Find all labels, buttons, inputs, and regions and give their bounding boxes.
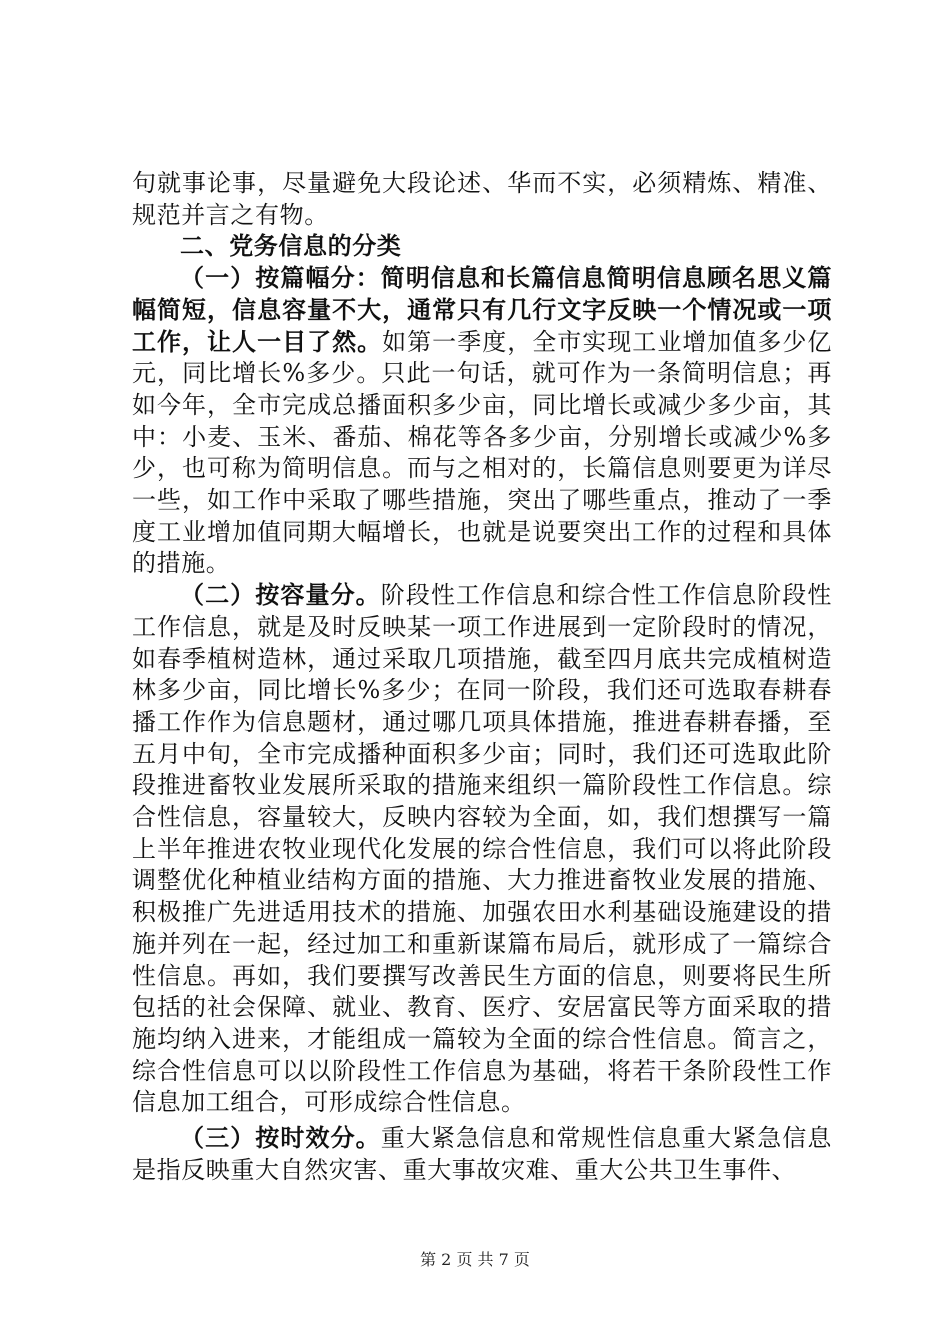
section-heading-classification [132,231,832,263]
paragraph-text: 重大紧急信息和常规性信息重大紧急信息是指反映重大自然灾害、重大事故灾难、重大公共卫生事件、 [132,1124,832,1184]
section-heading-text: 二、党务信息的分类 [180,232,402,261]
paragraph-text: 阶段性工作信息和综合性工作信息阶段性工作信息，就是及时反映某一项工作进展到一定阶段时的情况，如春季植树造林，通过采取几项措施，截至四月底共完成植树造林多少亩，同比增长%多少；在同一阶段，我们还可选取春耕春播工作作为信息题材，通过哪几项具体措施，推进春耕春播，至五月中旬，全市完成播种面积多少亩；同时，我们还可选取此阶段推进畜牧业发展所采取的措施来组织一篇阶段性工作信息。综合性信息，容量较大，反映内容较为全面，如，我们想撰写一篇上半年推进农牧业现代化发展的综合性信息，我们可以将此阶段调整优化种植业结构方面的措施、大力推进畜牧业发展的措施、积极推广先进适用技术的措施、加强农田水利基础设施建设的措施并列在一起，经过加工和重新谋篇布局后，就形成了一篇综合性信息。再如，我们要撰写改善民生方面的信息，则要将民生所包括的社会保障、就业、教育、医疗、安居富民等方面采取的措施均纳入进来，才能组成一篇较为全面的综合性信息。简言之，综合性信息可以以阶段性工作信息为基础，将若干条阶段性工作信息加工组合，可形成综合性信息。 [132,581,832,1117]
paragraph-by-length [132,263,832,580]
paragraph-text: 如第一季度，全市实现工业增加值多少亿元，同比增长%多少。只此一句话，就可作为一条简明信息；再如今年，全市完成总播面积多少亩，同比增长或减少多少亩，其中：小麦、玉米、番茄、棉花等各多少亩，分别增长或减少%多少，也可称为简明信息。而与之相对的，长篇信息则要更为详尽一些，如工作中采取了哪些措施，突出了哪些重点，推动了一季度工业增加值同期大幅增长，也就是说要突出工作的过程和具体的措施。 [132,327,832,578]
paragraph-lead-bold: （三）按时效分。 [180,1124,381,1153]
paragraph-by-capacity [132,580,832,1119]
page-number-label: 第 2 页 共 7 页 [420,1250,530,1269]
paragraph-lead-bold: （二）按容量分。 [180,581,381,610]
paragraph-lead-bold: （一）按篇幅分：简明信息和长篇信息简明信息顾名思义篇幅简短，信息容量不大，通常只有几行文字反映一个情况或一项工作，让人一目了然。 [132,264,832,356]
document-body [132,168,832,1187]
paragraph-by-timeliness [132,1123,832,1186]
paragraph-text: 句就事论事，尽量避免大段论述、华而不实，必须精炼、精准、规范并言之有物。 [132,169,832,229]
paragraph-continuation [132,168,832,231]
page-footer [0,1247,950,1270]
